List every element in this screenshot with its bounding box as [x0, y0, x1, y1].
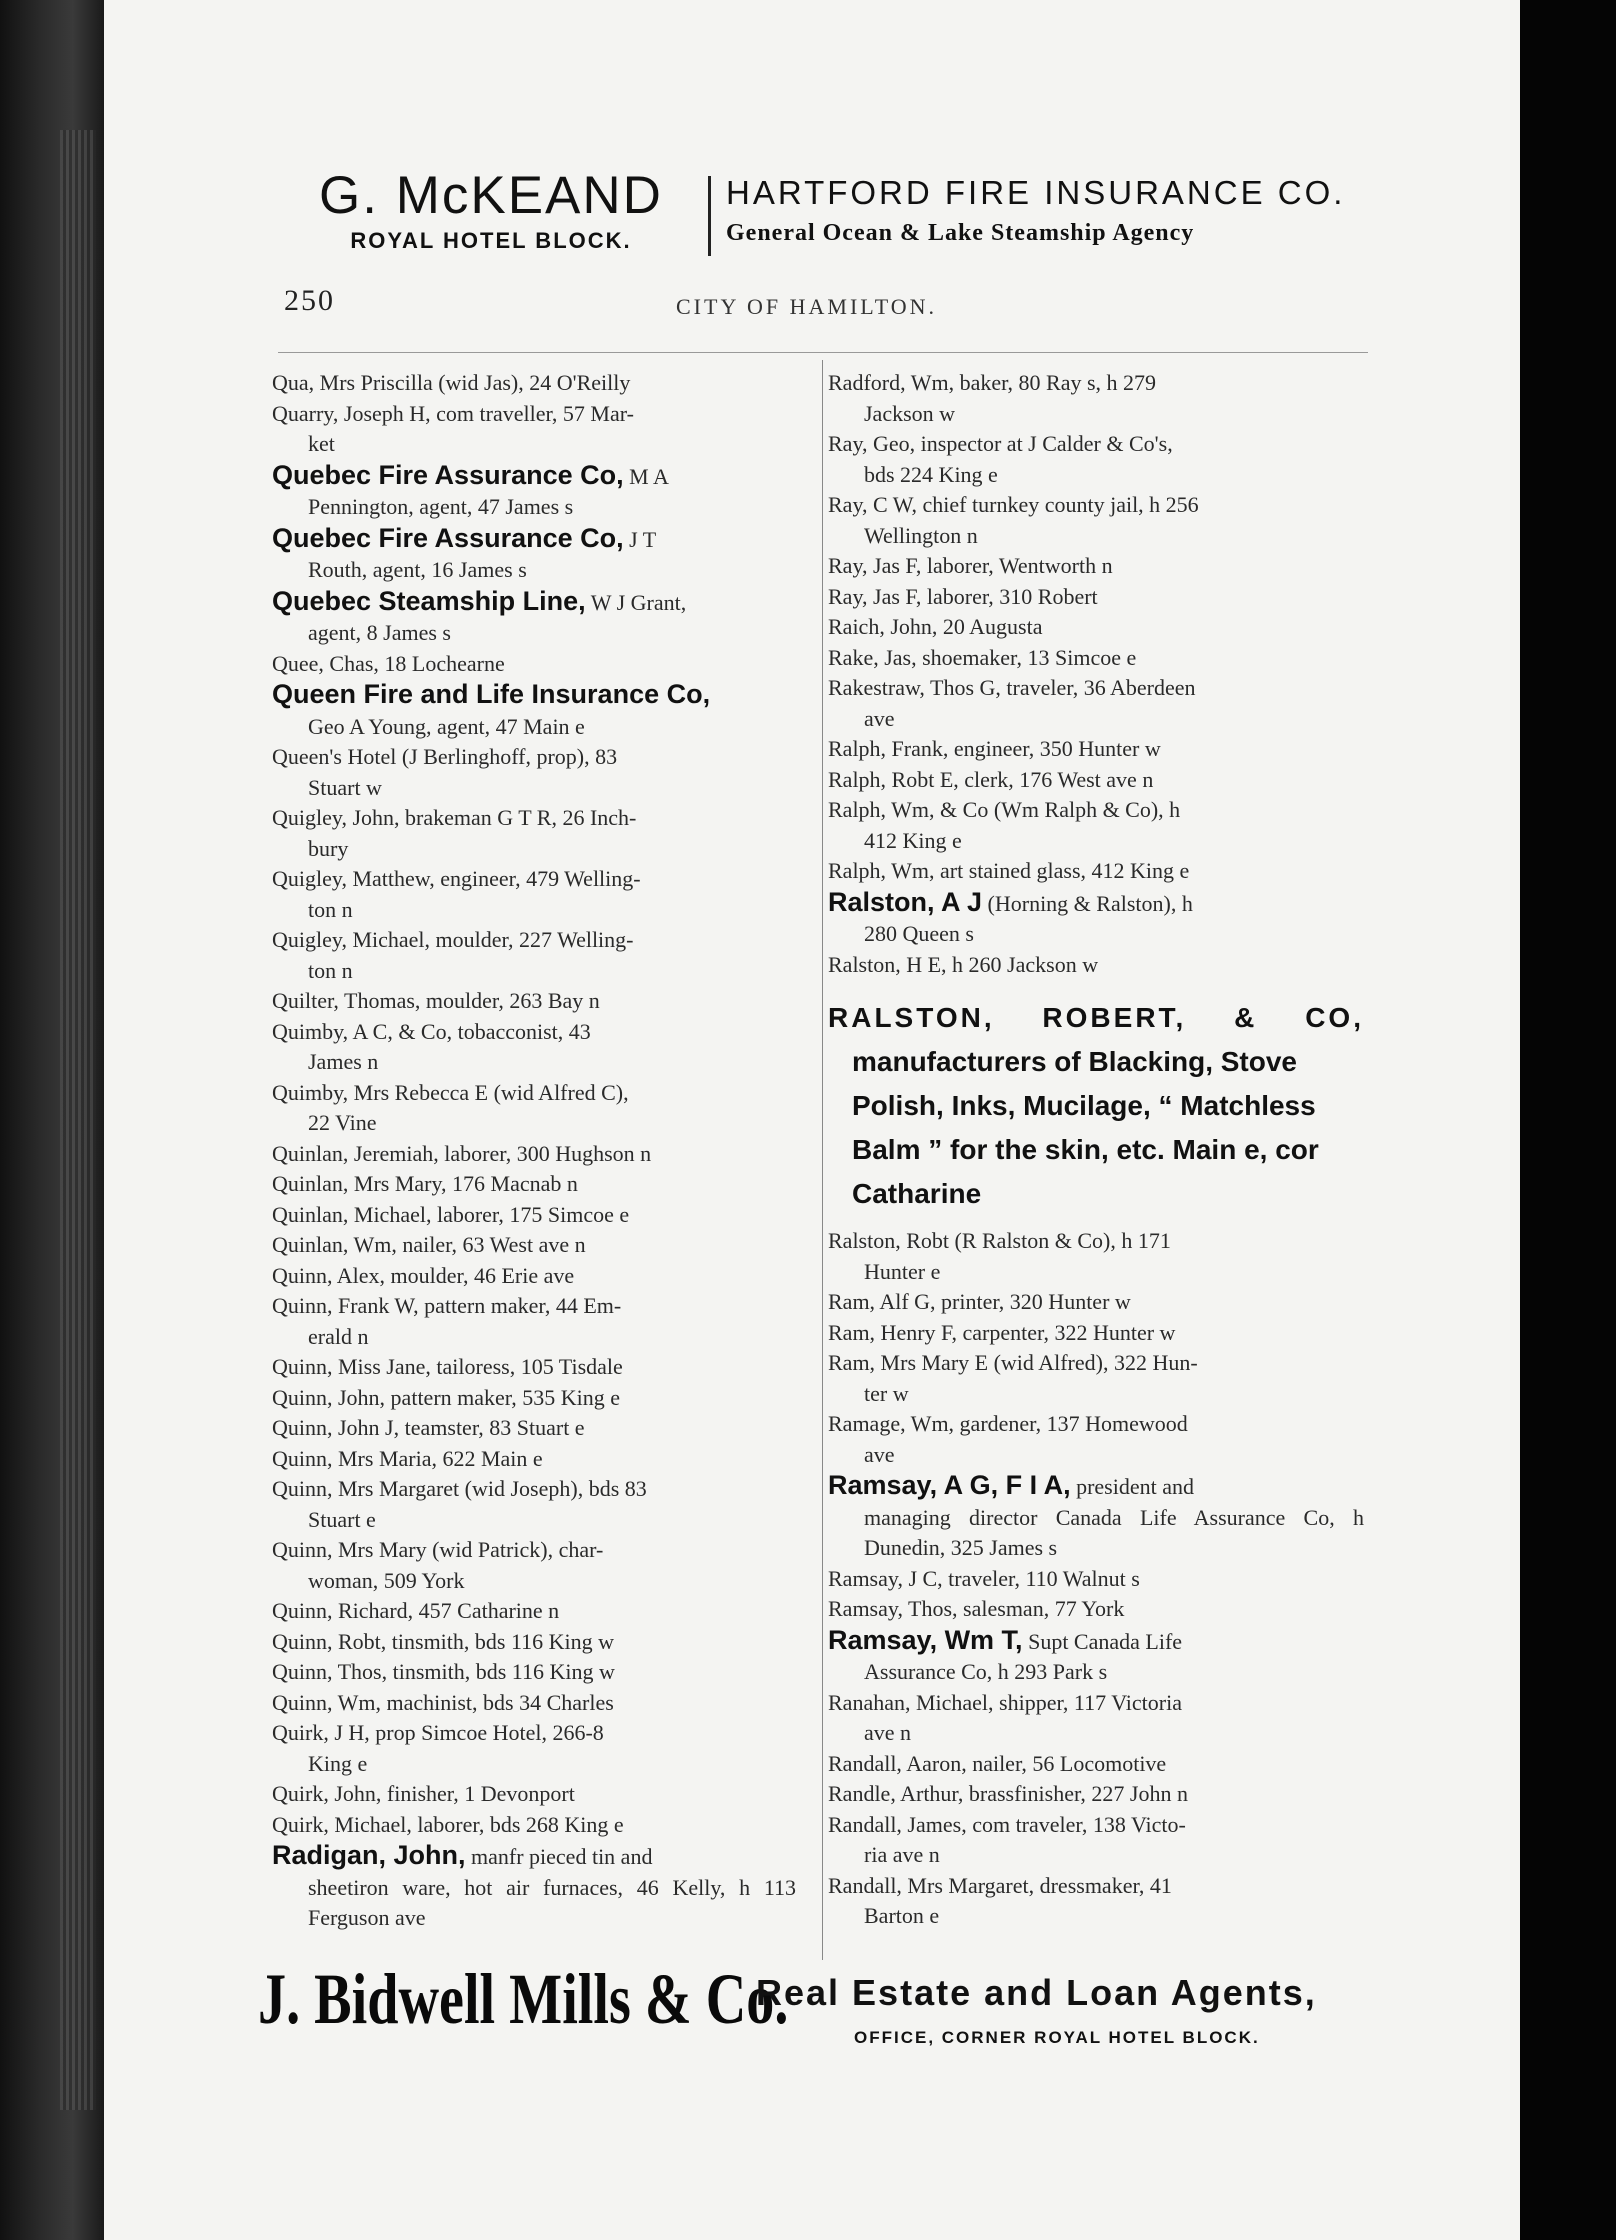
ralston-title: RALSTON, ROBERT, & CO, [828, 1002, 1364, 1033]
entry-continuation: agent, 8 James s [308, 620, 451, 645]
entry-text: Quinn, Thos, tinsmith, bds 116 King w [272, 1659, 615, 1684]
entry-continuation: ter w [864, 1380, 909, 1406]
entry-text: Ray, Jas F, laborer, Wentworth n [828, 553, 1113, 578]
entry-text: Quinlan, Jeremiah, laborer, 300 Hughson n [272, 1140, 652, 1166]
directory-entry [272, 1596, 796, 1627]
entry-text: Quinn, Mrs Margaret (wid Joseph), bds 83 [272, 1476, 647, 1501]
entry-text: Quinn, Robt, tinsmith, bds 116 King w [272, 1628, 615, 1654]
directory-entry [828, 1226, 1364, 1287]
mckeand-ad [286, 168, 696, 254]
directory-entry [272, 1657, 796, 1688]
top-advertisement [286, 168, 1376, 258]
entry-bold-name: Ralston, A J [828, 886, 983, 917]
entry-text: Quinn, Richard, 457 Catharine n [272, 1598, 560, 1623]
directory-entry [272, 1352, 796, 1383]
left-column [272, 368, 796, 1934]
directory-entry [828, 734, 1364, 765]
directory-entry [828, 1594, 1364, 1625]
directory-entry [272, 1017, 796, 1078]
entry-continuation: James n [308, 1049, 379, 1074]
directory-entry [272, 1169, 796, 1200]
entry-text: Quinlan, Mrs Mary, 176 Macnab n [272, 1171, 578, 1196]
directory-entry [272, 1718, 796, 1779]
directory-entry [272, 649, 796, 680]
entry-text: Quinn, Wm, machinist, bds 34 Charles [272, 1689, 614, 1715]
directory-entry [828, 551, 1364, 582]
entry-text: Quimby, Mrs Rebecca E (wid Alfred C), [272, 1079, 629, 1105]
directory-entry [828, 582, 1364, 613]
directory-entry [828, 1625, 1364, 1688]
entry-continuation: Hunter e [864, 1258, 941, 1284]
entry-text: Ranahan, Michael, shipper, 117 Victoria [828, 1689, 1182, 1715]
header-rule [278, 352, 1368, 353]
directory-entry [272, 864, 796, 925]
entry-text: Quinlan, Michael, laborer, 175 Simcoe e [272, 1201, 630, 1227]
directory-entry [272, 925, 796, 986]
entry-text: Quinn, Miss Jane, tailoress, 105 Tisdale [272, 1354, 623, 1379]
entry-text: Rake, Jas, shoemaker, 13 Simcoe e [828, 644, 1137, 670]
entry-continuation: Pennington, agent, 47 James s [308, 494, 574, 519]
entry-continuation: ave [864, 705, 895, 731]
entry-bold-name: Radigan, John, [272, 1840, 466, 1870]
mckeand-title: G. McKEAND [319, 166, 663, 225]
directory-entry [272, 1139, 796, 1170]
entry-continuation: Stuart w [308, 774, 382, 800]
directory-entry [272, 399, 796, 460]
entry-text: Ramsay, Thos, salesman, 77 York [828, 1596, 1125, 1621]
entry-continuation: sheetiron ware, hot air furnaces, 46 Kelly, h 113 Ferguson ave [308, 1874, 796, 1930]
directory-entry [272, 1840, 796, 1934]
directory-entry [272, 1688, 796, 1719]
directory-entry [828, 429, 1364, 490]
entry-bold-name: Ramsay, A G, F I A, [828, 1470, 1071, 1500]
directory-entry [828, 856, 1364, 887]
entry-continuation: ria ave n [864, 1842, 940, 1867]
directory-entry [828, 612, 1364, 643]
directory-entry [828, 1871, 1364, 1932]
entry-bold-name: Quebec Steamship Line, [272, 585, 586, 616]
directory-entry [272, 679, 796, 742]
column-divider [822, 360, 823, 1960]
directory-entry [828, 1318, 1364, 1349]
directory-entry [272, 523, 796, 586]
page-edges [60, 130, 96, 2110]
directory-entry [272, 1444, 796, 1475]
directory-entry [828, 1810, 1364, 1871]
entry-continuation: erald n [308, 1323, 369, 1349]
entry-text: Ramage, Wm, gardener, 137 Homewood [828, 1411, 1188, 1436]
entry-continuation: King e [308, 1750, 368, 1776]
entry-text: manfr pieced tin and [465, 1844, 653, 1869]
entry-continuation: 280 Queen s [864, 921, 974, 946]
entry-text: Randall, James, com traveler, 138 Victo- [828, 1811, 1186, 1837]
entry-text: Ram, Henry F, carpenter, 322 Hunter w [828, 1319, 1176, 1345]
entry-text: Ram, Alf G, printer, 320 Hunter w [828, 1289, 1131, 1314]
directory-entry [272, 1779, 796, 1810]
entry-text: Ralph, Frank, engineer, 350 Hunter w [828, 736, 1161, 761]
directory-entry [828, 795, 1364, 856]
entry-text: president and [1070, 1474, 1194, 1499]
directory-entry [828, 1409, 1364, 1470]
directory-entry [828, 1688, 1364, 1749]
bidwell-firm-name: J. Bidwell Mills & Co. [258, 1959, 789, 2039]
entry-text: Quinn, John J, teamster, 83 Stuart e [272, 1415, 585, 1440]
entry-text: W J Grant, [585, 589, 687, 615]
ad-divider [708, 176, 711, 256]
ralston-advertisement [828, 996, 1364, 1216]
entry-text: Randle, Arthur, brassfinisher, 227 John n [828, 1781, 1188, 1806]
entry-text: Quirk, Michael, laborer, bds 268 King e [272, 1811, 624, 1837]
entry-text: Quilter, Thomas, moulder, 263 Bay n [272, 988, 600, 1013]
entry-text: Ram, Mrs Mary E (wid Alfred), 322 Hun- [828, 1350, 1198, 1375]
directory-entry [272, 1413, 796, 1444]
entry-text: J T [623, 526, 657, 552]
directory-entry [272, 1291, 796, 1352]
directory-entry [272, 1230, 796, 1261]
directory-entry [828, 1779, 1364, 1810]
directory-entry [272, 368, 796, 399]
entry-text: Quigley, John, brakeman G T R, 26 Inch- [272, 805, 637, 830]
directory-entry [272, 1078, 796, 1139]
entry-text: Randall, Aaron, nailer, 56 Locomotive [828, 1750, 1167, 1776]
hartford-title: HARTFORD FIRE INSURANCE CO. [726, 174, 1346, 211]
directory-entry [272, 1535, 796, 1596]
directory-entry [272, 586, 796, 649]
hartford-subtitle: General Ocean & Lake Steamship Agency [726, 220, 1195, 246]
entry-continuation: Routh, agent, 16 James s [308, 557, 527, 582]
entry-continuation: Wellington n [864, 522, 978, 548]
entry-text: Ralph, Wm, art stained glass, 412 King e [828, 858, 1190, 883]
directory-entry [272, 1474, 796, 1535]
directory-entry [828, 1348, 1364, 1409]
entry-continuation: Barton e [864, 1903, 940, 1928]
entry-text: Ralston, Robt (R Ralston & Co), h 171 [828, 1228, 1171, 1253]
right-margin-dark [1520, 0, 1616, 2240]
entry-text: Ralston, H E, h 260 Jackson w [828, 951, 1099, 977]
entry-continuation: 412 King e [864, 827, 962, 853]
page-number: 250 [284, 284, 335, 317]
directory-entry [272, 742, 796, 803]
entry-text: Ray, C W, chief turnkey county jail, h 256 [828, 492, 1199, 517]
directory-entry [828, 673, 1364, 734]
directory-entry [828, 1470, 1364, 1564]
entry-continuation: woman, 509 York [308, 1567, 465, 1593]
bidwell-office: OFFICE, CORNER ROYAL HOTEL BLOCK. [854, 2028, 1260, 2047]
ralston-description: manufacturers of Blacking, Stove Polish, Inks, Mucilage, “ Matchless Balm ” for the skin, etc. Main e, cor Catharine [852, 1046, 1319, 1209]
directory-entry [272, 986, 796, 1017]
entry-text: Radford, Wm, baker, 80 Ray s, h 279 [828, 370, 1157, 395]
entry-text: Ralph, Wm, & Co (Wm Ralph & Co), h [828, 797, 1181, 822]
entry-text: Quirk, John, finisher, 1 Devonport [272, 1781, 575, 1806]
entry-continuation: Geo A Young, agent, 47 Main e [308, 713, 585, 739]
book-spine [0, 0, 104, 2240]
mckeand-subtitle: ROYAL HOTEL BLOCK. [350, 228, 632, 253]
entry-continuation: ton n [308, 896, 353, 922]
entry-bold-name: Queen Fire and Life Insurance Co, [272, 679, 711, 709]
entry-continuation: Assurance Co, h 293 Park s [864, 1659, 1108, 1684]
entry-text: (Horning & Ralston), h [982, 890, 1193, 916]
entry-text: Quinlan, Wm, nailer, 63 West ave n [272, 1232, 586, 1257]
right-column-top [828, 368, 1364, 980]
entry-continuation: ket [308, 431, 335, 456]
directory-entry [272, 803, 796, 864]
bidwell-tagline: Real Estate and Loan Agents, [756, 1972, 1317, 2013]
directory-entry [828, 643, 1364, 674]
entry-continuation: Stuart e [308, 1506, 376, 1532]
directory-entry [828, 490, 1364, 551]
entry-text: Ramsay, J C, traveler, 110 Walnut s [828, 1565, 1140, 1591]
entry-text: Quigley, Matthew, engineer, 479 Welling- [272, 866, 641, 891]
directory-entry [828, 950, 1364, 981]
entry-text: Ray, Geo, inspector at J Calder & Co's, [828, 431, 1173, 456]
directory-entry [272, 1261, 796, 1292]
entry-continuation: ton n [308, 957, 353, 983]
bottom-advertisement [258, 1958, 1368, 2068]
directory-entry [828, 887, 1364, 950]
directory-entry [828, 368, 1364, 429]
directory-entry [272, 1200, 796, 1231]
entry-text: Quinn, Mrs Maria, 622 Main e [272, 1445, 543, 1471]
entry-continuation: 22 Vine [308, 1110, 377, 1135]
entry-text: Ray, Jas F, laborer, 310 Robert [828, 583, 1098, 609]
directory-entry [828, 1287, 1364, 1318]
entry-bold-name: Quebec Fire Assurance Co, [272, 459, 624, 490]
entry-text: Raich, John, 20 Augusta [828, 614, 1043, 639]
entry-text: Quinn, Frank W, pattern maker, 44 Em- [272, 1293, 622, 1318]
directory-entry [272, 1810, 796, 1841]
entry-continuation: managing director Canada Life Assurance Co, h Dunedin, 325 James s [864, 1504, 1364, 1560]
directory-entry [272, 1627, 796, 1658]
entry-text: Quirk, J H, prop Simcoe Hotel, 266-8 [272, 1720, 604, 1745]
running-title: CITY OF HAMILTON. [676, 294, 938, 319]
entry-text: Supt Canada Life [1022, 1628, 1183, 1654]
hartford-ad [726, 174, 1386, 247]
entry-text: Queen's Hotel (J Berlinghoff, prop), 83 [272, 744, 618, 769]
directory-entry [272, 460, 796, 523]
entry-text: Quimby, A C, & Co, tobacconist, 43 [272, 1018, 591, 1044]
directory-entry [828, 765, 1364, 796]
directory-entry [828, 1564, 1364, 1595]
right-column [828, 368, 1364, 1932]
entry-text: Quinn, Alex, moulder, 46 Erie ave [272, 1262, 575, 1288]
entry-text: Ralph, Robt E, clerk, 176 West ave n [828, 766, 1154, 792]
entry-text: Quinn, Mrs Mary (wid Patrick), char- [272, 1537, 604, 1562]
entry-continuation: ave n [864, 1720, 912, 1745]
entry-bold-name: Ramsay, Wm T, [828, 1624, 1023, 1655]
directory-entry [828, 1749, 1364, 1780]
entry-text: Qua, Mrs Priscilla (wid Jas), 24 O'Reilly [272, 370, 631, 395]
entry-continuation: Jackson w [864, 400, 956, 426]
entry-text: Quee, Chas, 18 Lochearne [272, 650, 505, 676]
entry-continuation: bds 224 King e [864, 461, 998, 487]
entry-continuation: ave [864, 1441, 895, 1467]
entry-text: M A [623, 463, 669, 489]
entry-continuation: bury [308, 835, 349, 861]
entry-text: Randall, Mrs Margaret, dressmaker, 41 [828, 1872, 1172, 1898]
directory-entry [272, 1383, 796, 1414]
entry-text: Rakestraw, Thos G, traveler, 36 Aberdeen [828, 675, 1196, 700]
entry-text: Quarry, Joseph H, com traveller, 57 Mar- [272, 400, 634, 426]
entry-text: Quigley, Michael, moulder, 227 Welling- [272, 927, 634, 952]
entry-text: Quinn, John, pattern maker, 535 King e [272, 1384, 620, 1410]
right-column-bottom [828, 1226, 1364, 1932]
entry-bold-name: Quebec Fire Assurance Co, [272, 522, 624, 553]
